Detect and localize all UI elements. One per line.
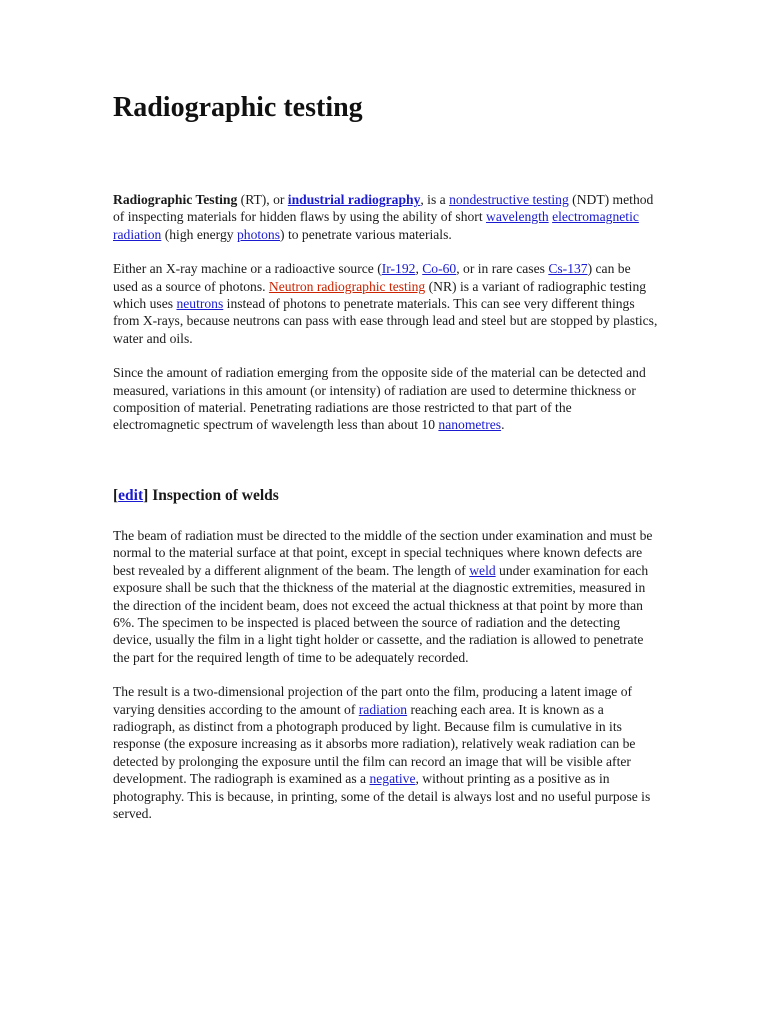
link-negative[interactable]: negative: [369, 771, 416, 787]
intro-term: Radiographic Testing: [113, 192, 238, 207]
link-wavelength[interactable]: wavelength: [486, 209, 549, 225]
link-nondestructive-testing[interactable]: nondestructive testing: [449, 192, 569, 207]
radiograph-paragraph: The result is a two-dimensional projection of the part onto the film, producing a latent image of varying densities according to the amount of radiation reaching each area. It is known as a radiograph, as distinct from a photograph produced by light. Because film is cumulative in its response (the exposure increasing as it absorbs more radiation), relatively weak radiation can be detected by prolonging the exposure until the film can record an image that will be visible after development. The radiograph is examined as a negative, without printing as a positive as in photography. This is because, in printing, some of the detail is always lost and no useful purpose is served.: [113, 684, 651, 821]
link-radiation[interactable]: radiation: [358, 701, 408, 717]
link-nanometres[interactable]: nanometres: [438, 417, 502, 433]
link-neutrons[interactable]: neutrons: [176, 296, 224, 312]
sources-paragraph: Either an X-ray machine or a radioactive source (Ir-192, Co-60, or in rare cases Cs-137) can be used as a source of photons. Neutron radiographic testing (NR) is a variant of radiographic testing which uses neutrons instead of photons to penetrate materials. This can see very different things from X-rays, because neutrons can pass with ease through lead and steel but are stopped by plastics, water and oils.: [113, 261, 658, 346]
link-photons[interactable]: photons: [236, 226, 281, 242]
link-ir-192[interactable]: Ir-192: [381, 261, 416, 277]
link-weld[interactable]: weld: [469, 562, 496, 578]
section-heading-inspection-of-welds: [edit] Inspection of welds: [113, 486, 279, 504]
section-title: Inspection of welds: [148, 486, 279, 504]
link-industrial-radiography[interactable]: industrial radiography: [287, 192, 421, 207]
weld-beam-paragraph: The beam of radiation must be directed to the middle of the section under examination and must be normal to the material surface at that point, except in special techniques where known defects are best revealed by a different alignment of the beam. The length of weld under examination for each exposure shall be such that the thickness of the material at the diagnostic extremities, measured in the direction of the incident beam, does not exceed the actual thickness at that point by more than 6%. The specimen to be inspected is placed between the source of radiation and the detecting device, usually the film in a light tight holder or cassette, and the radiation is allowed to penetrate the part for the required length of time to be adequately recorded.: [113, 527, 653, 665]
page-title: Radiographic testing: [113, 92, 363, 123]
link-electromagnetic-radiation[interactable]: electromagnetic radiation: [113, 209, 639, 242]
intro-paragraph: Radiographic Testing (RT), or industrial radiography, is a nondestructive testing (NDT) method of inspecting materials for hidden flaws by using the ability of short wavelength electromagnetic radiation (high energy photons) to penetrate various materials.: [113, 192, 654, 242]
intensity-paragraph: Since the amount of radiation emerging from the opposite side of the material can be detected and measured, variations in this amount (or intensity) of radiation are used to determine thickness or composition of material. Penetrating radiations are those restricted to that part of the electromagnetic spectrum of wavelength less than about 10 nanometres.: [113, 365, 646, 433]
link-neutron-radiographic-testing[interactable]: Neutron radiographic testing: [268, 278, 426, 294]
link-cs-137[interactable]: Cs-137: [548, 261, 588, 277]
link-co-60[interactable]: Co-60: [422, 261, 457, 277]
section-edit-link[interactable]: edit: [118, 486, 144, 504]
article-content: [113, 88, 658, 822]
